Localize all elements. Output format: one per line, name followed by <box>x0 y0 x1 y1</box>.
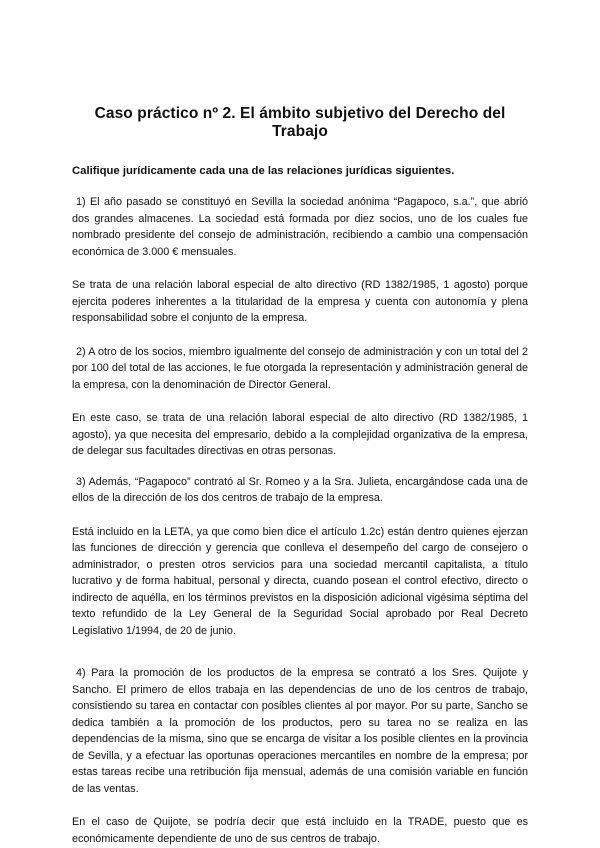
document-title: Caso práctico nº 2. El ámbito subjetivo del Derecho del Trabajo <box>94 105 506 140</box>
case-1-statement: 1) El año pasado se constituyó en Sevilla la sociedad anónima “Pagapoco, s.a.”, que abrió dos grandes almacenes. La sociedad está formada por diez socios, uno de los cuales fue nombrado presidente del consejo de administración, recibiendo a cambio una compensación económica de 3.000 € mensuales. <box>72 196 528 258</box>
case-4-statement: 4) Para la promoción de los productos de la empresa se contrató a los Sres. Quijote y Sancho. El primero de ellos trabaja en las dependencias de uno de los centros de trabajo, consistiendo su tarea en contactar con posibles clientes al por mayor. Por su parte, Sancho se dedica también a la promoción de los productos, pero su tarea no se realiza en las dependencias de la misma, sino que se encarga de visitar a los posible clientes en la provincia de Sevilla, y a efectuar las oportunas operaciones mercantiles en nombre de la empresa; por estas tareas recibe una retribución fija mensual, además de una comisión variable en función de las ventas. <box>72 667 528 795</box>
case-2-statement: 2) A otro de los socios, miembro igualmente del consejo de administración y con un total del 2 por 100 del total de las acciones, le fue otorgada la representación y administración general de la empresa, con la denominación de Director General. <box>72 345 528 391</box>
case-3-statement: 3) Además, “Pagapoco” contrató al Sr. Romeo y a la Sra. Julieta, encargándose cada una de ellos de la dirección de los dos centros de trabajo de la empresa. <box>72 475 528 504</box>
case-4-answer: En el caso de Quijote, se podría decir que está incluido en la TRADE, puesto que es económicamente dependiente de uno de sus centros de trabajo. <box>72 816 528 845</box>
case-1-answer: Se trata de una relación laboral especial de alto directivo (RD 1382/1985, 1 agosto) porque ejercita poderes inherentes a la titularidad de la empresa y cuenta con autonomía y plena responsabilidad sobre el conjunto de la empresa. <box>72 279 528 324</box>
instructions-heading: Califique jurídicamente cada una de las relaciones jurídicas siguientes. <box>72 165 455 177</box>
case-2-answer: En este caso, se trata de una relación laboral especial de alto directivo (RD 1382/1985, 1 agosto), ya que necesita del empresario, debido a la complejidad organizativa de la empresa, de delegar sus facultades directivas en otras personas. <box>72 412 528 457</box>
case-3-answer: Está incluido en la LETA, ya que como bien dice el artículo 1.2c) están dentro quienes ejerzan las funciones de dirección y gerencia que conlleva el desempeño del cargo de consejero o administrador, o presten otros servicios para una sociedad mercantil capitalista, a título lucrativo y de forma habitual, personal y directa, cuando posean el control efectivo, directo o indirecto de aquélla, en los términos previstos en la disposición adicional vigésima séptima del texto refundido de la Ley General de la Seguridad Social aprobado por Real Decreto Legislativo 1/1994, de 20 de junio. <box>72 525 528 637</box>
